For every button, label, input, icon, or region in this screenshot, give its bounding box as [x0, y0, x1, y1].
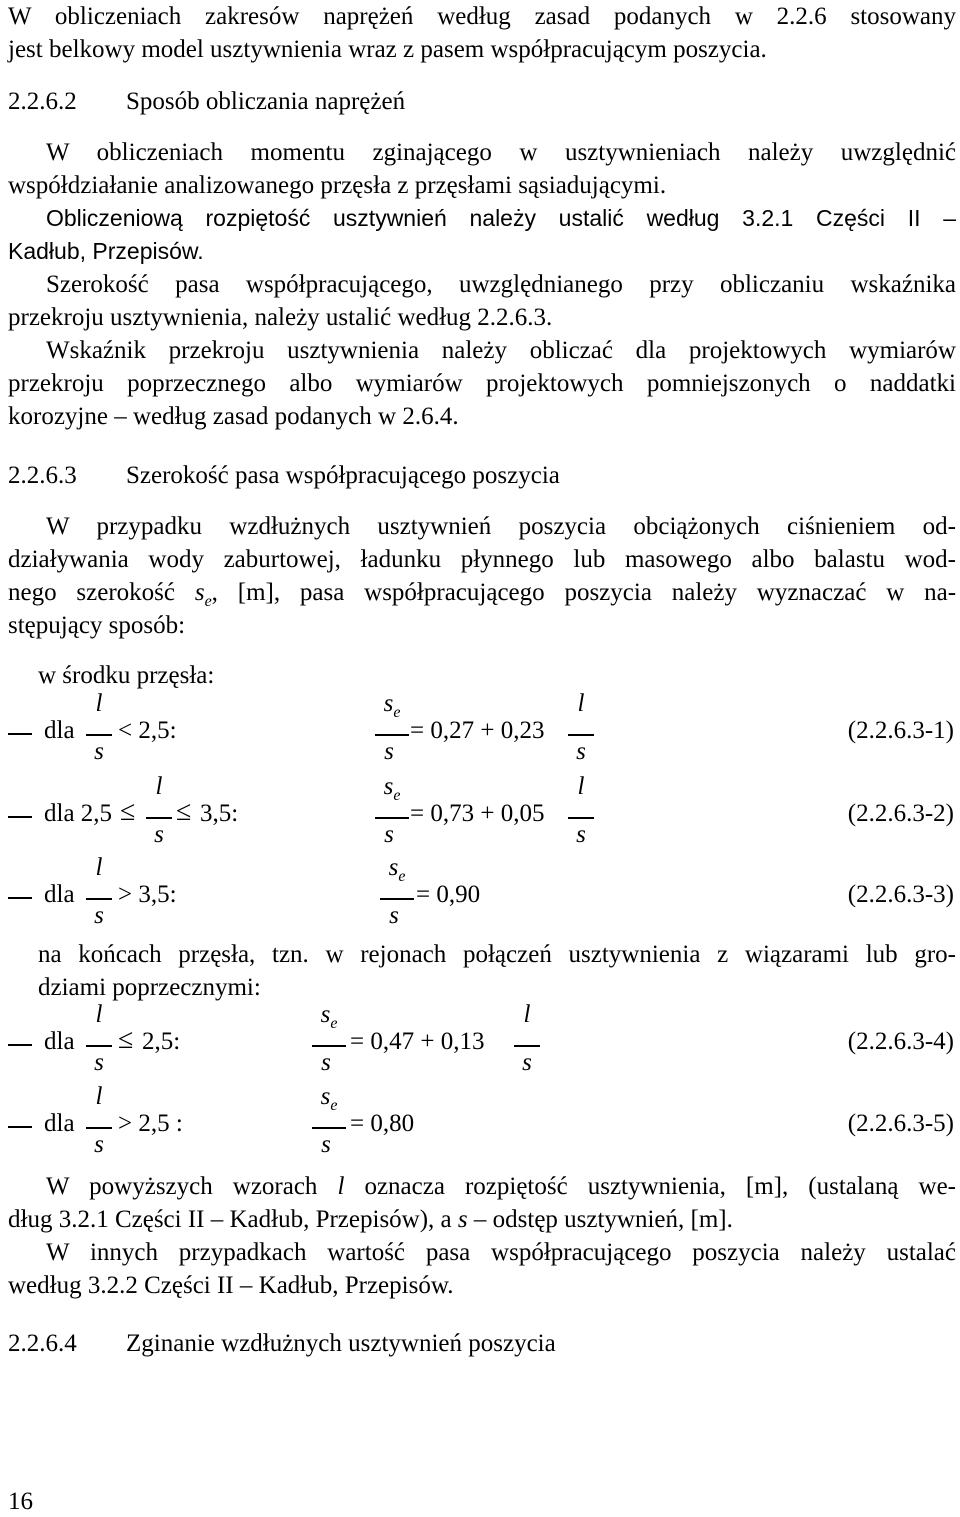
equation-number: (2.2.6.3-4)	[847, 1028, 954, 1055]
equation-number: (2.2.6.3-3)	[847, 881, 954, 908]
formula-dla: dla	[44, 717, 75, 744]
equation-number: (2.2.6.3-2)	[847, 800, 954, 827]
section-number: 2.2.6.3	[8, 462, 77, 489]
paragraph	[8, 1236, 956, 1302]
text-line: dług 3.2.1 Części II – Kadłub, Przepisów), a s – odstęp usztywnień, [m].	[8, 1206, 733, 1233]
paragraph	[8, 268, 956, 334]
section-number: 2.2.6.4	[8, 1330, 77, 1357]
formula-rhs: = 0,27 + 0,23	[410, 717, 545, 744]
text-line: dziami poprzecznymi:	[38, 974, 261, 1001]
section-title: Szerokość pasa współpracującego poszycia	[126, 462, 560, 489]
text-line: działywania wody zaburtowej, ładunku płynnego lub masowego albo balastu wod-	[8, 546, 956, 573]
formula-dla: dla	[44, 881, 75, 908]
mid-span-label: w środku przęsła:	[38, 662, 215, 689]
section-heading-2-2-6-2	[8, 88, 405, 117]
paragraph	[8, 510, 956, 642]
equation-number: (2.2.6.3-5)	[847, 1110, 954, 1137]
le-symbol: ≤	[118, 1024, 134, 1055]
formula-rhs: = 0,73 + 0,05	[410, 800, 545, 827]
end-span-label	[38, 938, 956, 1004]
text-line: przekroju poprzecznego albo wymiarów projektowych pomniejszonych o naddatki	[8, 370, 956, 397]
text-line: współdziałanie analizowanego przęsła z przęsłami sąsiadującymi.	[8, 172, 667, 199]
page-number: 16	[8, 1488, 33, 1515]
formula-condition: 3,5:	[200, 800, 239, 827]
formula-dla: dla	[44, 1110, 75, 1137]
dash-marker	[8, 816, 32, 818]
dash-marker	[8, 733, 32, 735]
text-line: W obliczeniach momentu zginającego w usztywnieniach należy uwzględnić	[46, 139, 956, 166]
text-line: stępujący sposób:	[8, 612, 186, 639]
formula-dla: dla	[44, 1028, 75, 1055]
le-symbol: ≤	[120, 796, 136, 827]
paragraph	[8, 136, 956, 202]
section-title: Sposób obliczania naprężeń	[126, 88, 406, 115]
text-line: W obliczeniach zakresów naprężeń według zasad podanych w 2.2.6 stosowany	[8, 3, 956, 30]
text-line: przekroju usztywnienia, należy ustalić według 2.2.6.3.	[8, 304, 553, 331]
var-l: l	[337, 1173, 345, 1200]
paragraph	[8, 1170, 956, 1236]
formula-condition: > 3,5:	[118, 881, 177, 908]
var-s: s	[457, 1206, 468, 1233]
text-line: Obliczeniową rozpiętość usztywnień należy ustalić według 3.2.1 Części II –	[46, 205, 956, 231]
equation-number: (2.2.6.3-1)	[847, 717, 954, 744]
section-heading-2-2-6-3	[8, 462, 560, 491]
text-line: Kadłub, Przepisów.	[8, 238, 204, 264]
text-line: na końcach przęsła, tzn. w rejonach połączeń usztywnienia z wiązarami lub gro-	[38, 941, 956, 968]
le-symbol: ≤	[176, 796, 192, 827]
text-line: według 3.2.2 Części II – Kadłub, Przepisów.	[8, 1272, 454, 1299]
text-line: Wskaźnik przekroju usztywnienia należy obliczać dla projektowych wymiarów	[46, 337, 956, 364]
intro-paragraph	[8, 0, 956, 66]
section-heading-2-2-6-4	[8, 1330, 556, 1359]
se-symbol: $s_e$,	[194, 579, 218, 610]
section-number: 2.2.6.2	[8, 88, 77, 115]
text-line: korozyjne – według zasad podanych w 2.6.4.	[8, 403, 459, 430]
text-line: nego szerokość $s_e$, [m], pasa współpracującego poszycia należy wyznaczać w na-	[8, 579, 957, 610]
formula-rhs: = 0,90	[416, 881, 481, 908]
text-line: W przypadku wzdłużnych usztywnień poszycia obciążonych ciśnieniem od-	[46, 513, 956, 540]
dash-marker	[8, 1126, 32, 1128]
formula-rhs: = 0,47 + 0,13	[350, 1028, 485, 1055]
formula-condition: 2,5:	[142, 1028, 181, 1055]
dash-marker	[8, 897, 32, 899]
paragraph	[8, 202, 956, 268]
text-line: jest belkowy model usztywnienia wraz z pasem współpracującym poszycia.	[8, 36, 767, 63]
formula-dla: dla 2,5	[44, 800, 113, 827]
formula-condition: < 2,5:	[118, 717, 177, 744]
formula-condition: > 2,5 :	[118, 1110, 183, 1137]
text-line: Szerokość pasa współpracującego, uwzględnianego przy obliczaniu wskaźnika	[46, 271, 956, 298]
text-line: W innych przypadkach wartość pasa współpracującego poszycia należy ustalać	[46, 1239, 956, 1266]
section-title: Zginanie wzdłużnych usztywnień poszycia	[126, 1330, 556, 1357]
text-line: W powyższych wzorach l oznacza rozpiętość usztywnienia, [m], (ustalaną we-	[46, 1173, 957, 1200]
paragraph	[8, 334, 956, 433]
formula-rhs: = 0,80	[350, 1110, 415, 1137]
dash-marker	[8, 1044, 32, 1046]
